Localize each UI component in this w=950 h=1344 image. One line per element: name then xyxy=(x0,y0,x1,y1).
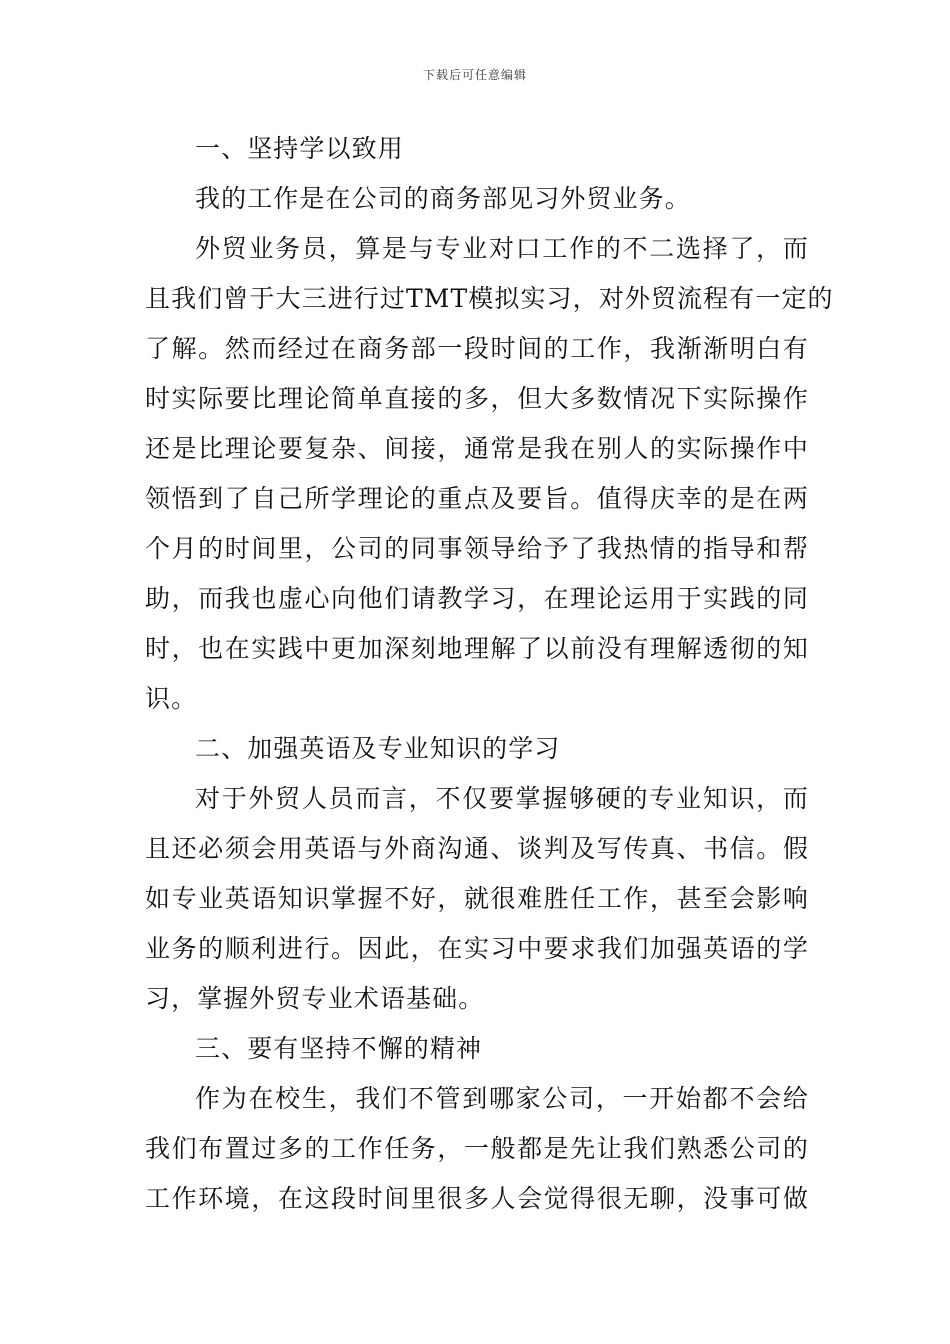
section-heading-3: 三、要有坚持不懈的精神 xyxy=(195,1034,483,1063)
paragraph-line: 时实际要比理论简单直接的多，但大多数情况下实际操作 xyxy=(145,384,809,413)
paragraph-line: 工作环境，在这段时间里很多人会觉得很无聊，没事可做 xyxy=(145,1184,809,1213)
document-body xyxy=(145,124,834,1224)
paragraph-line: 外贸业务员，算是与专业对口工作的不二选择了，而 xyxy=(195,234,809,263)
paragraph-line: 助，而我也虚心向他们请教学习，在理论运用于实践的同 xyxy=(145,584,809,613)
paragraph-line: 如专业英语知识掌握不好，就很难胜任工作，甚至会影响 xyxy=(145,884,809,913)
paragraph-line: 个月的时间里，公司的同事领导给予了我热情的指导和帮 xyxy=(145,534,809,563)
paragraph-line: 业务的顺利进行。因此，在实习中要求我们加强英语的学 xyxy=(145,934,809,963)
paragraph-line: 且我们曾于大三进行过TMT模拟实习，对外贸流程有一定的 xyxy=(145,284,834,313)
paragraph-line: 识。 xyxy=(145,684,198,713)
page-header: 下载后可任意编辑 xyxy=(422,68,527,82)
paragraph-line: 领悟到了自己所学理论的重点及要旨。值得庆幸的是在两 xyxy=(145,484,809,513)
paragraph-line: 作为在校生，我们不管到哪家公司，一开始都不会给 xyxy=(195,1084,809,1113)
section-heading-1: 一、坚持学以致用 xyxy=(195,134,404,163)
paragraph-line: 我们布置过多的工作任务，一般都是先让我们熟悉公司的 xyxy=(145,1134,809,1163)
paragraph-line: 习，掌握外贸专业术语基础。 xyxy=(145,984,485,1013)
paragraph-line: 还是比理论要复杂、间接，通常是我在别人的实际操作中 xyxy=(145,434,809,463)
paragraph-line: 且还必须会用英语与外商沟通、谈判及写传真、书信。假 xyxy=(145,834,809,863)
paragraph-line: 了解。然而经过在商务部一段时间的工作，我渐渐明白有 xyxy=(145,334,809,363)
section-heading-2: 二、加强英语及专业知识的学习 xyxy=(195,734,561,763)
paragraph-line: 对于外贸人员而言，不仅要掌握够硬的专业知识，而 xyxy=(195,784,809,813)
paragraph-line: 我的工作是在公司的商务部见习外贸业务。 xyxy=(195,184,691,213)
paragraph-line: 时，也在实践中更加深刻地理解了以前没有理解透彻的知 xyxy=(145,634,809,663)
